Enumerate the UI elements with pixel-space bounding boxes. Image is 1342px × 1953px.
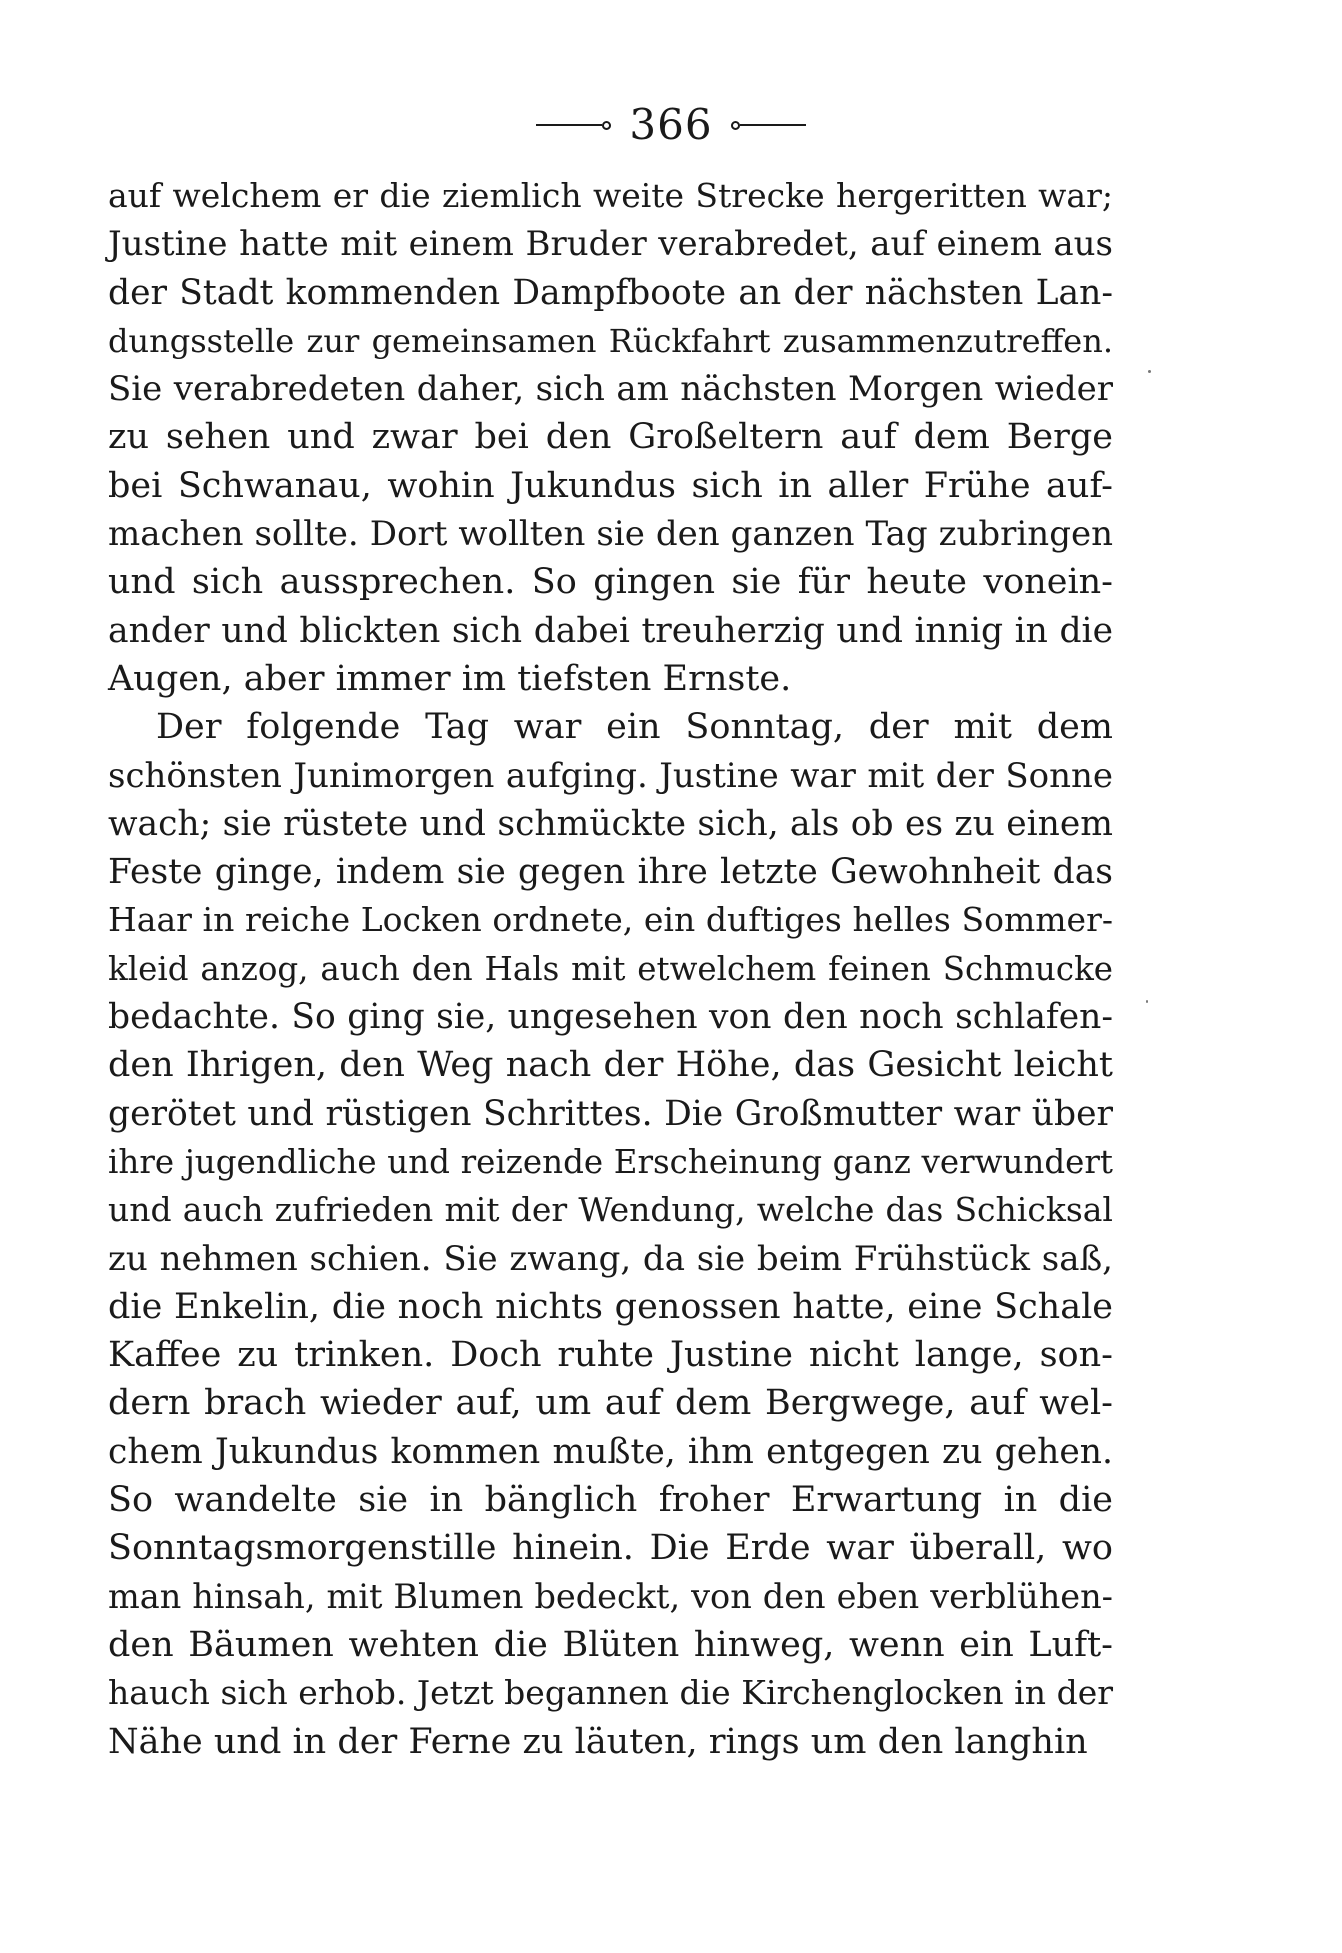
text-line: auf welchem er die ziemlich weite Strecke hergeritten war; [108, 176, 1113, 215]
text-line: und auch zufrieden mit der Wendung, welche das Schicksal [108, 1190, 1113, 1230]
text-line: und sich aussprechen. So gingen sie für heute vonein- [108, 562, 1113, 603]
text-line: den Ihrigen, den Weg nach der Höhe, das Gesicht leicht [108, 1045, 1113, 1086]
text-line: dern brach wieder auf, um auf dem Bergwege, auf wel- [108, 1383, 1113, 1424]
text-line: chem Jukundus kommen mußte, ihm entgegen zu gehen. [108, 1431, 1113, 1472]
text-line: der Stadt kommenden Dampfboote an der nächsten Lan- [108, 272, 1113, 313]
text-line: ander und blickten sich dabei treuherzig und innig in die [108, 610, 1113, 651]
text-line: Nähe und in der Ferne zu läuten, rings um den langhin [108, 1721, 1088, 1762]
text-line: Kaffee zu trinken. Doch ruhte Justine nicht lange, son- [108, 1335, 1113, 1376]
text-line: bedachte. So ging sie, ungesehen von den noch schlafen- [108, 997, 1113, 1038]
page-number: 366 [629, 100, 713, 149]
text-line: Feste ginge, indem sie gegen ihre letzte Gewohnheit das [108, 852, 1113, 893]
text-line: ihre jugendliche und reizende Erscheinung ganz verwundert [108, 1142, 1113, 1181]
left-ornament [536, 121, 611, 130]
text-line: gerötet und rüstigen Schrittes. Die Großmutter war über [108, 1093, 1113, 1134]
text-line: Haar in reiche Locken ordnete, ein duftiges helles Sommer- [108, 900, 1113, 940]
text-line: So wandelte sie in bänglich froher Erwartung in die [108, 1480, 1113, 1521]
text-line: den Bäumen wehten die Blüten hinweg, wenn ein Luft- [108, 1624, 1113, 1665]
text-line: machen sollte. Dort wollten sie den ganzen Tag zubringen [108, 514, 1113, 555]
text-line: Sie verabredeten daher, sich am nächsten Morgen wieder [108, 369, 1113, 410]
text-line: man hinsah, mit Blumen bedeckt, von den eben verblühen- [108, 1576, 1113, 1616]
text-line: Sonntagsmorgenstille hinein. Die Erde war überall, wo [108, 1528, 1113, 1569]
text-line: kleid anzog, auch den Hals mit etwelchem feinen Schmucke [108, 949, 1113, 988]
text-line: Augen, aber immer im tiefsten Ernste. [108, 658, 792, 699]
text-line: Der folgende Tag war ein Sonntag, der mit dem [156, 707, 1113, 748]
page-header [0, 95, 1342, 155]
paragraph [108, 703, 1113, 1766]
text-line: zu nehmen schien. Sie zwang, da sie beim Frühstück saß, [108, 1238, 1113, 1279]
right-ornament [731, 121, 806, 130]
text-line: zu sehen und zwar bei den Großeltern auf dem Berge [108, 417, 1113, 458]
text-line: schönsten Junimorgen aufging. Justine war mit der Sonne [108, 755, 1113, 796]
paper-speck [1148, 370, 1151, 373]
text-line: Justine hatte mit einem Bruder verabredet, auf einem aus [108, 224, 1113, 265]
paper-speck [1146, 1000, 1148, 1003]
text-line: dungsstelle zur gemeinsamen Rückfahrt zusammenzutreffen. [108, 321, 1113, 360]
body-text [108, 172, 1113, 1766]
text-line: die Enkelin, die noch nichts genossen hatte, eine Schale [108, 1286, 1113, 1327]
text-line: hauch sich erhob. Jetzt begannen die Kirchenglocken in der [108, 1673, 1113, 1713]
text-line: bei Schwanau, wohin Jukundus sich in aller Frühe auf- [108, 465, 1113, 506]
text-line: wach; sie rüstete und schmückte sich, als ob es zu einem [108, 803, 1113, 844]
paragraph [108, 172, 1113, 703]
